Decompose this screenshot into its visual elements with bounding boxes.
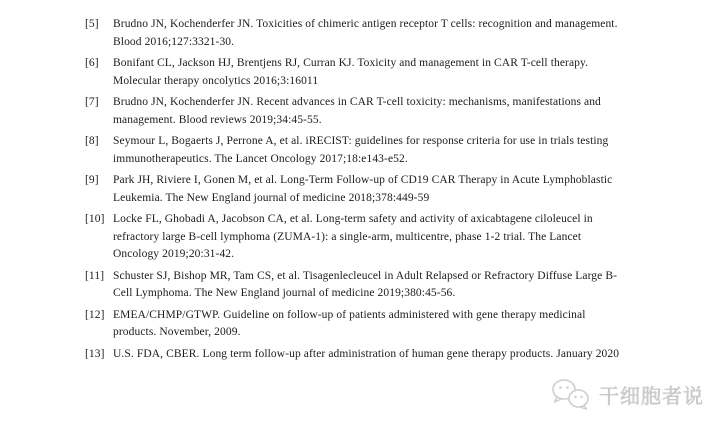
reference-list [85,16,620,367]
reference-item [85,211,620,264]
reference-text: EMEA/CHMP/GTWP. Guideline on follow-up of patients administered with gene therapy medicinal products. November, 2009. [113,308,586,338]
reference-number: [8] [85,135,99,147]
watermark [550,378,704,410]
reference-number: [5] [85,18,99,30]
reference-item [85,268,620,303]
reference-item [85,307,620,342]
reference-item [85,172,620,207]
reference-item [85,94,620,129]
watermark-text: 干细胞者说 [599,383,704,408]
wechat-chat-bubbles-icon [550,378,592,410]
reference-item [85,346,620,364]
reference-text: Bonifant CL, Jackson HJ, Brentjens RJ, Curran KJ. Toxicity and management in CAR T-cell therapy. Molecular therapy oncolytics 2016;3:16011 [113,57,589,87]
reference-text: Brudno JN, Kochenderfer JN. Recent advances in CAR T-cell toxicity: mechanisms, manifestations and management. Blood reviews 2019;34:45-55. [113,96,601,126]
reference-number: [12] [85,308,105,321]
reference-number: [10] [85,213,105,225]
reference-text: U.S. FDA, CBER. Long term follow-up after administration of human gene therapy products. January 2020 [113,347,620,360]
reference-text: Locke FL, Ghobadi A, Jacobson CA, et al. Long-term safety and activity of axicabtagene ciloleucel in refractory large B-cell lymphoma (ZUMA-1): a single-arm, multicentre, phase 1-2 trial. The Lancet Oncology 2019;20:31-42. [113,213,593,260]
reference-text: Seymour L, Bogaerts J, Perrone A, et al. iRECIST: guidelines for response criteria for use in trials testing immunotherapeutics. The Lancet Oncology 2017;18:e143-e52. [113,135,609,165]
reference-number: [7] [85,96,99,108]
reference-text: Park JH, Riviere I, Gonen M, et al. Long-Term Follow-up of CD19 CAR Therapy in Acute Lymphoblastic Leukemia. The New England journal of medicine 2018;378:449-59 [113,174,613,204]
reference-number: [11] [85,269,105,282]
reference-text: Brudno JN, Kochenderfer JN. Toxicities of chimeric antigen receptor T cells: recognition and management. Blood 2016;127:3321-30. [113,18,618,48]
reference-text: Schuster SJ, Bishop MR, Tam CS, et al. Tisagenlecleucel in Adult Relapsed or Refractory Diffuse Large B-Cell Lymphoma. The New England journal of medicine 2019;380:45-56. [113,269,618,299]
reference-number: [6] [85,57,99,69]
reference-item [85,133,620,168]
reference-number: [13] [85,347,105,360]
reference-item [85,55,620,90]
reference-item [85,16,620,51]
reference-number: [9] [85,174,99,186]
